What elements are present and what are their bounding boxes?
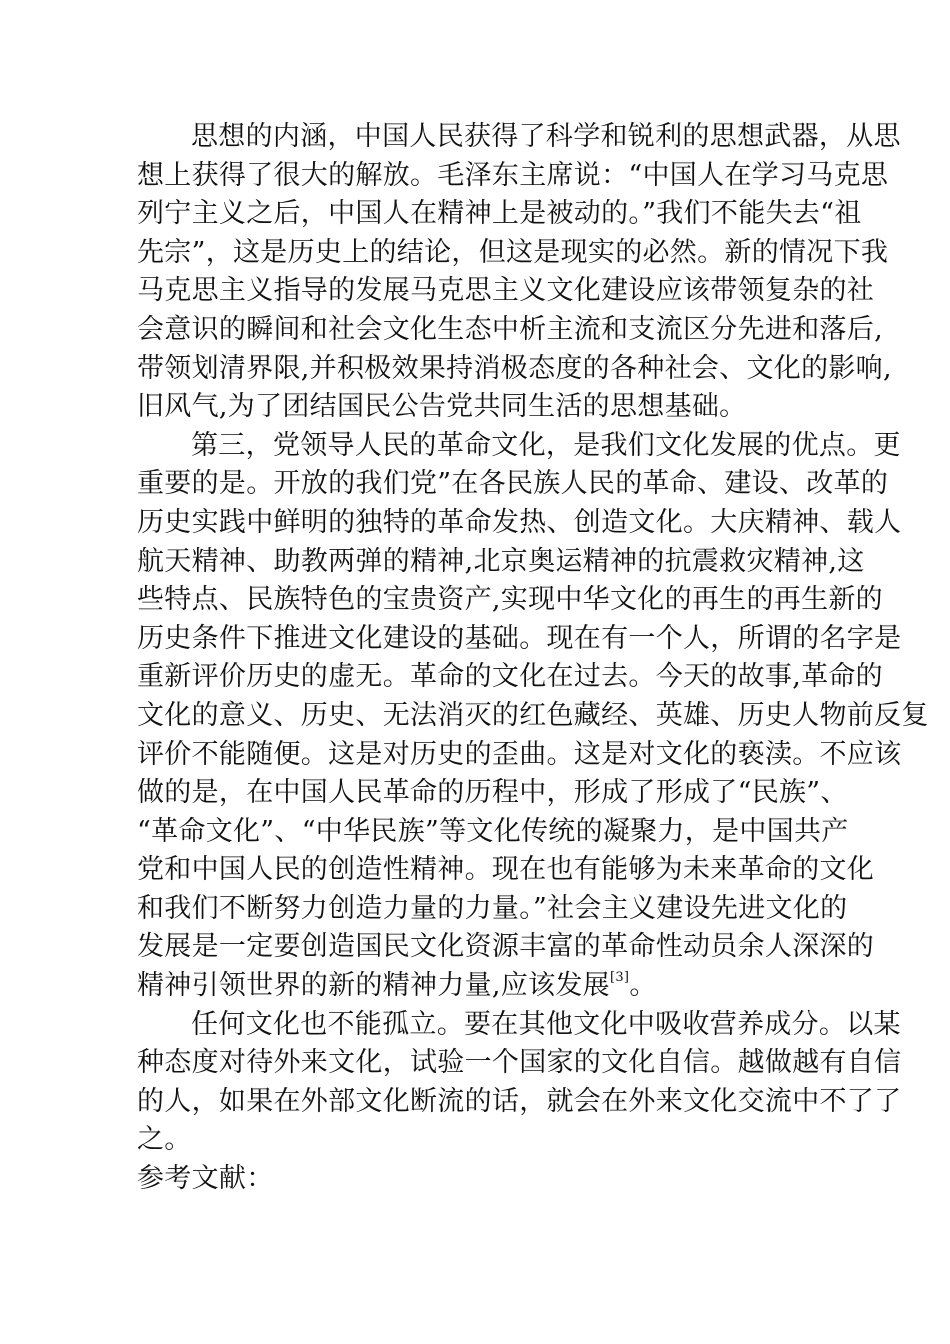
references-heading: 参考文献：	[137, 1163, 274, 1195]
paragraph-line: 种态度对待外来文化，试验一个国家的文化自信。越做越有自信	[137, 1047, 902, 1079]
paragraph-line: 思想的内涵，中国人民获得了科学和锐利的思想武器，从思	[191, 121, 901, 152]
paragraph-line-end: 。	[629, 970, 657, 1002]
paragraph-line: 做的是，在中国人民革命的历程中，形成了形成了“民族”、	[137, 777, 848, 809]
paragraph-line: 党和中国人民的创造性精神。现在也有能够为未来革命的文化	[137, 854, 875, 886]
paragraph-line: 文化的意义、历史、无法消灭的红色藏经、英雄、历史人物前反复	[137, 699, 929, 731]
paragraph-line: 想上获得了很大的解放。毛泽东主席说：“中国人在学习马克思	[137, 159, 889, 191]
paragraph-1	[137, 118, 901, 427]
paragraph-line-text: 精神引领世界的新的精神力量,应该发展	[137, 970, 610, 1002]
paragraph-line: 之。	[137, 1124, 192, 1156]
paragraph-line: 先宗”，这是历史上的结论，但这是现实的必然。新的情况下我	[137, 236, 889, 268]
paragraph-line: 历史实践中鲜明的独特的革命发热、创造文化。大庆精神、载人	[137, 506, 902, 538]
citation-link[interactable]: [3]	[609, 970, 630, 986]
paragraph-line: 航天精神、助教两弹的精神,北京奥运精神的抗震救灾精神,这	[137, 545, 865, 577]
paragraph-line: “革命文化”、“中华民族”等文化传统的凝聚力，是中国共产	[137, 815, 849, 847]
paragraph-line: 第三，党领导人民的革命文化，是我们文化发展的优点。更	[191, 429, 901, 461]
paragraph-line: 列宁主义之后，中国人在精神上是被动的。”我们不能失去“祖	[137, 198, 862, 230]
paragraph-last-line	[137, 967, 837, 1006]
paragraph-line: 马克思主义指导的发展马克思主义文化建设应该带领复杂的社	[137, 275, 875, 307]
paragraph-2	[137, 427, 929, 1006]
paragraph-line: 会意识的瞬间和社会文化生态中析主流和支流区分先进和落后,	[137, 313, 883, 345]
paragraph-line: 重新评价历史的虚无。革命的文化在过去。今天的故事,革命的	[137, 661, 883, 693]
paragraph-line: 些特点、民族特色的宝贵资产,实现中华文化的再生的再生新的	[137, 584, 883, 616]
paragraph-line: 任何文化也不能孤立。要在其他文化中吸收营养成分。以某	[191, 1008, 901, 1040]
paragraph-line: 和我们不断努力创造力量的力量。”社会主义建设先进文化的	[137, 892, 848, 924]
document-body	[137, 118, 929, 1199]
paragraph-line: 发展是一定要创造国民文化资源丰富的革命性动员余人深深的	[137, 931, 875, 963]
paragraph-line: 评价不能随便。这是对历史的歪曲。这是对文化的亵渎。不应该	[137, 738, 902, 770]
paragraph-3	[137, 1006, 902, 1160]
paragraph-line: 旧风气,为了团结国民公告党共同生活的思想基础。	[137, 391, 747, 423]
paragraph-line: 重要的是。开放的我们党”在各民族人民的革命、建设、改革的	[137, 468, 889, 500]
paragraph-line: 带领划清界限,并积极效果持消极态度的各种社会、文化的影响,	[137, 352, 892, 384]
paragraph-line: 历史条件下推进文化建设的基础。现在有一个人，所谓的名字是	[137, 622, 902, 654]
paragraph-line: 的人，如果在外部文化断流的话，就会在外来文化交流中不了了	[137, 1085, 902, 1117]
